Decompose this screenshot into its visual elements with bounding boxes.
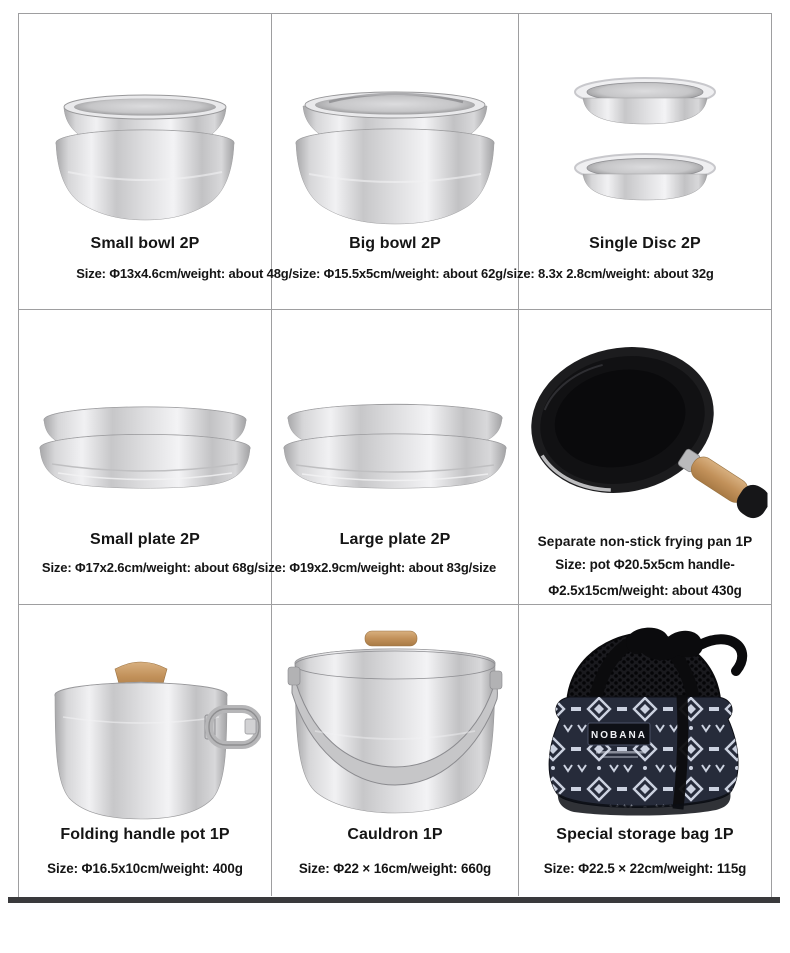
size-spec-frying-pan-line2: Φ2.5x15cm/weight: about 430g <box>548 583 742 598</box>
product-grid <box>18 13 772 897</box>
product-title: Folding handle pot 1P <box>60 826 230 843</box>
divider-bar <box>8 897 780 903</box>
product-title: Big bowl 2P <box>349 235 441 252</box>
frying-pan-image <box>523 338 768 529</box>
big-bowl-image <box>281 72 509 235</box>
storage-bag-image <box>530 615 760 825</box>
product-title: Single Disc 2P <box>589 235 701 252</box>
product-title: Small plate 2P <box>90 531 200 548</box>
product-title: Cauldron 1P <box>347 826 443 843</box>
product-cell-folding-pot <box>19 605 272 896</box>
product-title: Special storage bag 1P <box>556 826 734 843</box>
size-spec-folding-pot: Size: Φ16.5x10cm/weight: 400g <box>47 861 243 876</box>
cauldron-image <box>285 621 505 826</box>
large-plate-image <box>272 378 518 509</box>
size-spec-row2: Size: Φ17x2.6cm/weight: about 68g/size: Φ19x2.9cm/weight: about 83g/size <box>41 560 497 575</box>
product-cell-cauldron <box>272 605 519 896</box>
bag-brand-label: NOBANA <box>591 730 647 741</box>
folding-pot-image <box>29 643 261 828</box>
product-cell-frying-pan <box>519 310 771 605</box>
small-bowl-image <box>40 76 250 231</box>
size-spec-storage-bag: Size: Φ22.5 × 22cm/weight: 115g <box>543 861 747 876</box>
product-title: Large plate 2P <box>339 531 451 548</box>
size-spec-row1: Size: Φ13x4.6cm/weight: about 48g/size: Φ15.5x5cm/weight: about 62g/size: 8.3x 2.8cm/weight: about 32g <box>76 266 714 281</box>
size-spec-cauldron: Size: Φ22 × 16cm/weight: 660g <box>298 861 492 876</box>
product-title: Small bowl 2P <box>90 235 200 252</box>
product-cell-storage-bag <box>519 605 771 896</box>
product-title: Separate non-stick frying pan 1P <box>537 534 753 549</box>
single-disc-image <box>545 62 745 227</box>
size-spec-frying-pan-line1: Size: pot Φ20.5x5cm handle- <box>555 557 735 572</box>
small-plate-image <box>26 382 264 507</box>
